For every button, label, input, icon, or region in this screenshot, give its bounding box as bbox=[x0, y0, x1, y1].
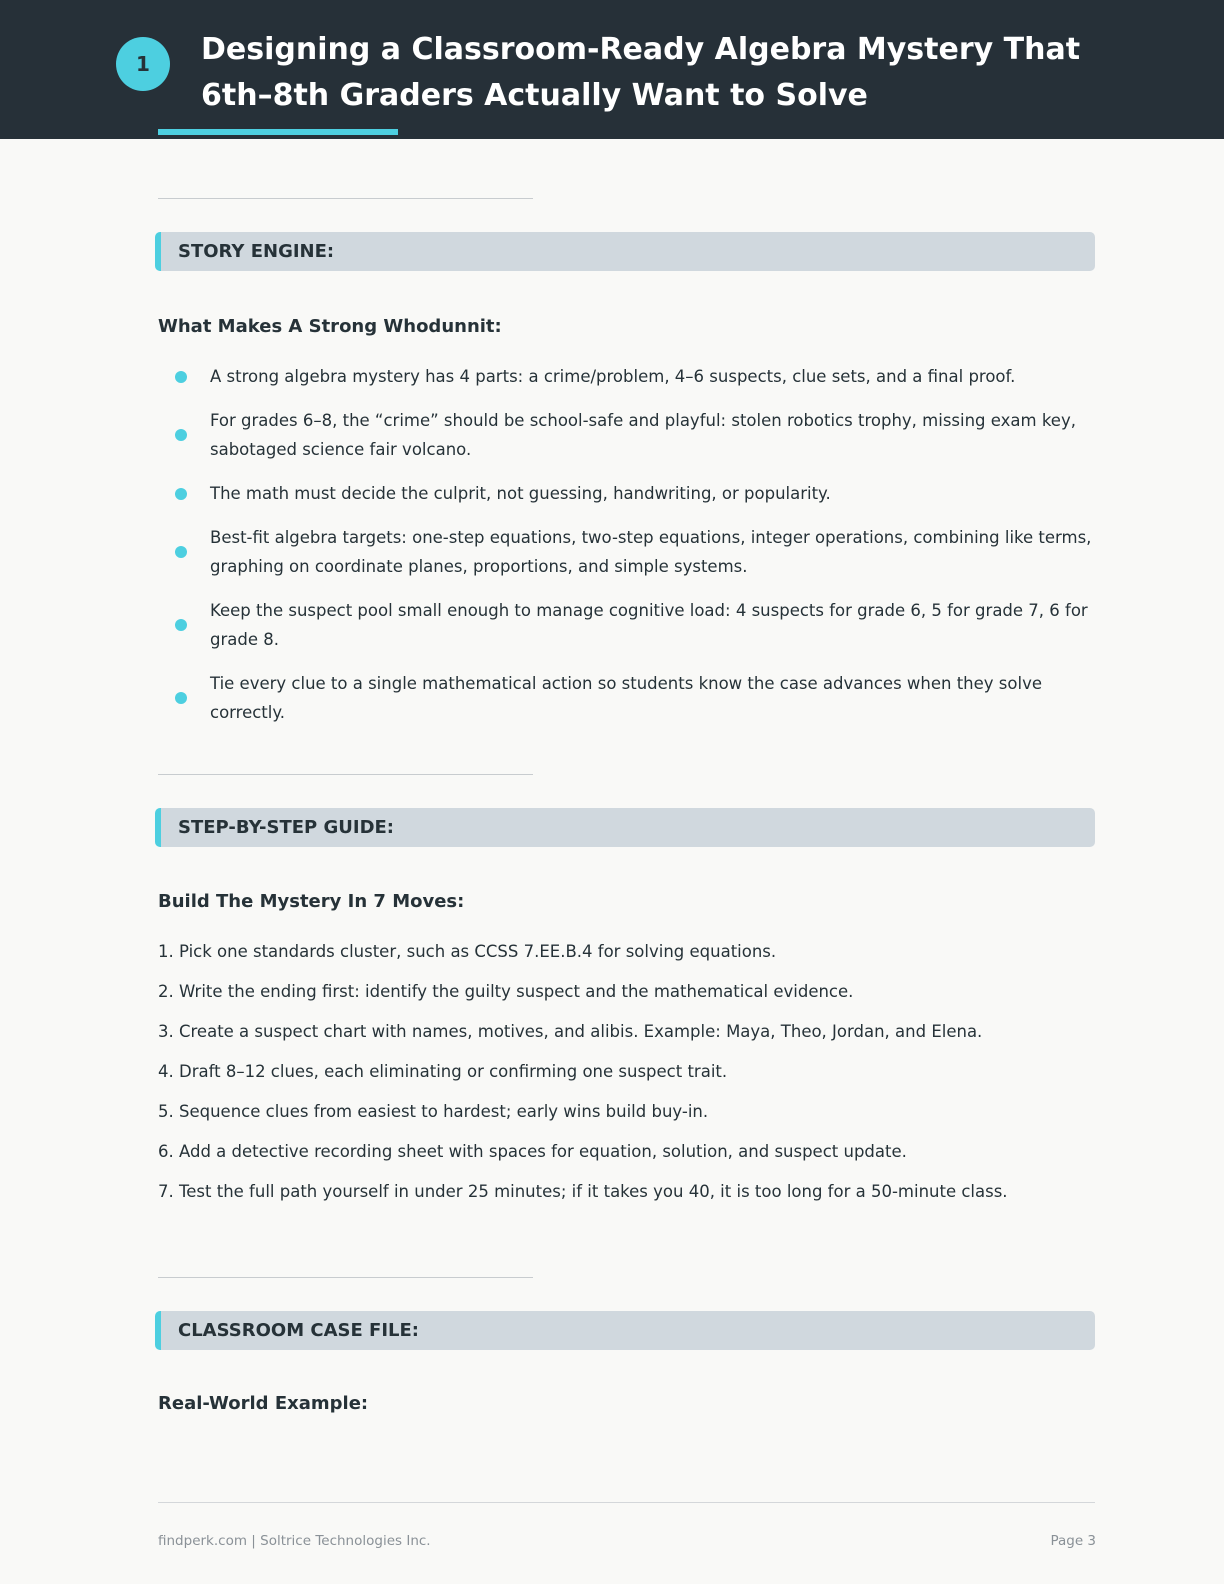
bullet-dot-icon bbox=[175, 371, 187, 383]
section-divider bbox=[158, 774, 533, 775]
subheading-real-world-example: Real-World Example: bbox=[158, 1393, 369, 1414]
subheading-strong-whodunnit: What Makes A Strong Whodunnit: bbox=[158, 316, 502, 337]
section-heading-step-by-step bbox=[155, 808, 1095, 847]
list-item-text: The math must decide the culprit, not guessing, handwriting, or popularity. bbox=[210, 484, 831, 503]
section-divider bbox=[158, 1277, 533, 1278]
section-heading-label: STEP-BY-STEP GUIDE: bbox=[178, 817, 394, 838]
section-heading-label: STORY ENGINE: bbox=[178, 241, 335, 262]
step-item: 6. Add a detective recording sheet with spaces for equation, solution, and suspect update. bbox=[158, 1142, 907, 1161]
list-item bbox=[158, 596, 1098, 654]
section-heading-story-engine bbox=[155, 232, 1095, 271]
step-item: 7. Test the full path yourself in under 25 minutes; if it takes you 40, it is too long for a 50-minute class. bbox=[158, 1182, 1008, 1201]
subheading-build-mystery: Build The Mystery In 7 Moves: bbox=[158, 891, 465, 912]
section-heading-case-file bbox=[155, 1311, 1095, 1350]
list-item bbox=[158, 479, 1098, 508]
list-item bbox=[158, 523, 1098, 581]
step-item: 2. Write the ending first: identify the guilty suspect and the mathematical evidence. bbox=[158, 982, 854, 1001]
list-item bbox=[158, 669, 1098, 727]
list-item-text: A strong algebra mystery has 4 parts: a crime/problem, 4–6 suspects, clue sets, and a final proof. bbox=[210, 367, 1016, 386]
bullet-dot-icon bbox=[175, 692, 187, 704]
bullet-list bbox=[158, 362, 1098, 742]
step-item: 5. Sequence clues from easiest to hardest; early wins build buy-in. bbox=[158, 1102, 709, 1121]
step-item: 4. Draft 8–12 clues, each eliminating or confirming one suspect trait. bbox=[158, 1062, 728, 1081]
page-number: Page 3 bbox=[1050, 1533, 1096, 1549]
list-item bbox=[158, 362, 1098, 391]
footer-divider bbox=[158, 1502, 1095, 1503]
page-header bbox=[0, 0, 1224, 139]
list-item-text: Keep the suspect pool small enough to manage cognitive load: 4 suspects for grade 6, 5 for grade 7, 6 for grade 8. bbox=[210, 601, 1088, 649]
section-number-badge: 1 bbox=[116, 37, 170, 91]
list-item-text: Best-fit algebra targets: one-step equations, two-step equations, integer operations, combining like terms, graphing on coordinate planes, proportions, and simple systems. bbox=[210, 528, 1092, 576]
step-item: 1. Pick one standards cluster, such as CCSS 7.EE.B.4 for solving equations. bbox=[158, 942, 777, 961]
section-divider bbox=[158, 198, 533, 199]
list-item-text: Tie every clue to a single mathematical action so students know the case advances when they solve correctly. bbox=[210, 674, 1042, 722]
list-item bbox=[158, 406, 1098, 464]
section-heading-label: CLASSROOM CASE FILE: bbox=[178, 1320, 419, 1341]
title-accent-bar bbox=[158, 129, 398, 135]
step-item: 3. Create a suspect chart with names, motives, and alibis. Example: Maya, Theo, Jordan, and Elena. bbox=[158, 1022, 983, 1041]
bullet-dot-icon bbox=[175, 619, 187, 631]
bullet-dot-icon bbox=[175, 546, 187, 558]
bullet-dot-icon bbox=[175, 429, 187, 441]
footer-source: findperk.com | Soltrice Technologies Inc. bbox=[158, 1533, 431, 1549]
page-title: Designing a Classroom-Ready Algebra Mystery That 6th–8th Graders Actually Want to Solve bbox=[201, 32, 1081, 113]
numbered-step-list bbox=[158, 937, 1098, 1217]
list-item-text: For grades 6–8, the “crime” should be school-safe and playful: stolen robotics trophy, missing exam key, sabotaged science fair volcano. bbox=[210, 411, 1076, 459]
bullet-dot-icon bbox=[175, 488, 187, 500]
